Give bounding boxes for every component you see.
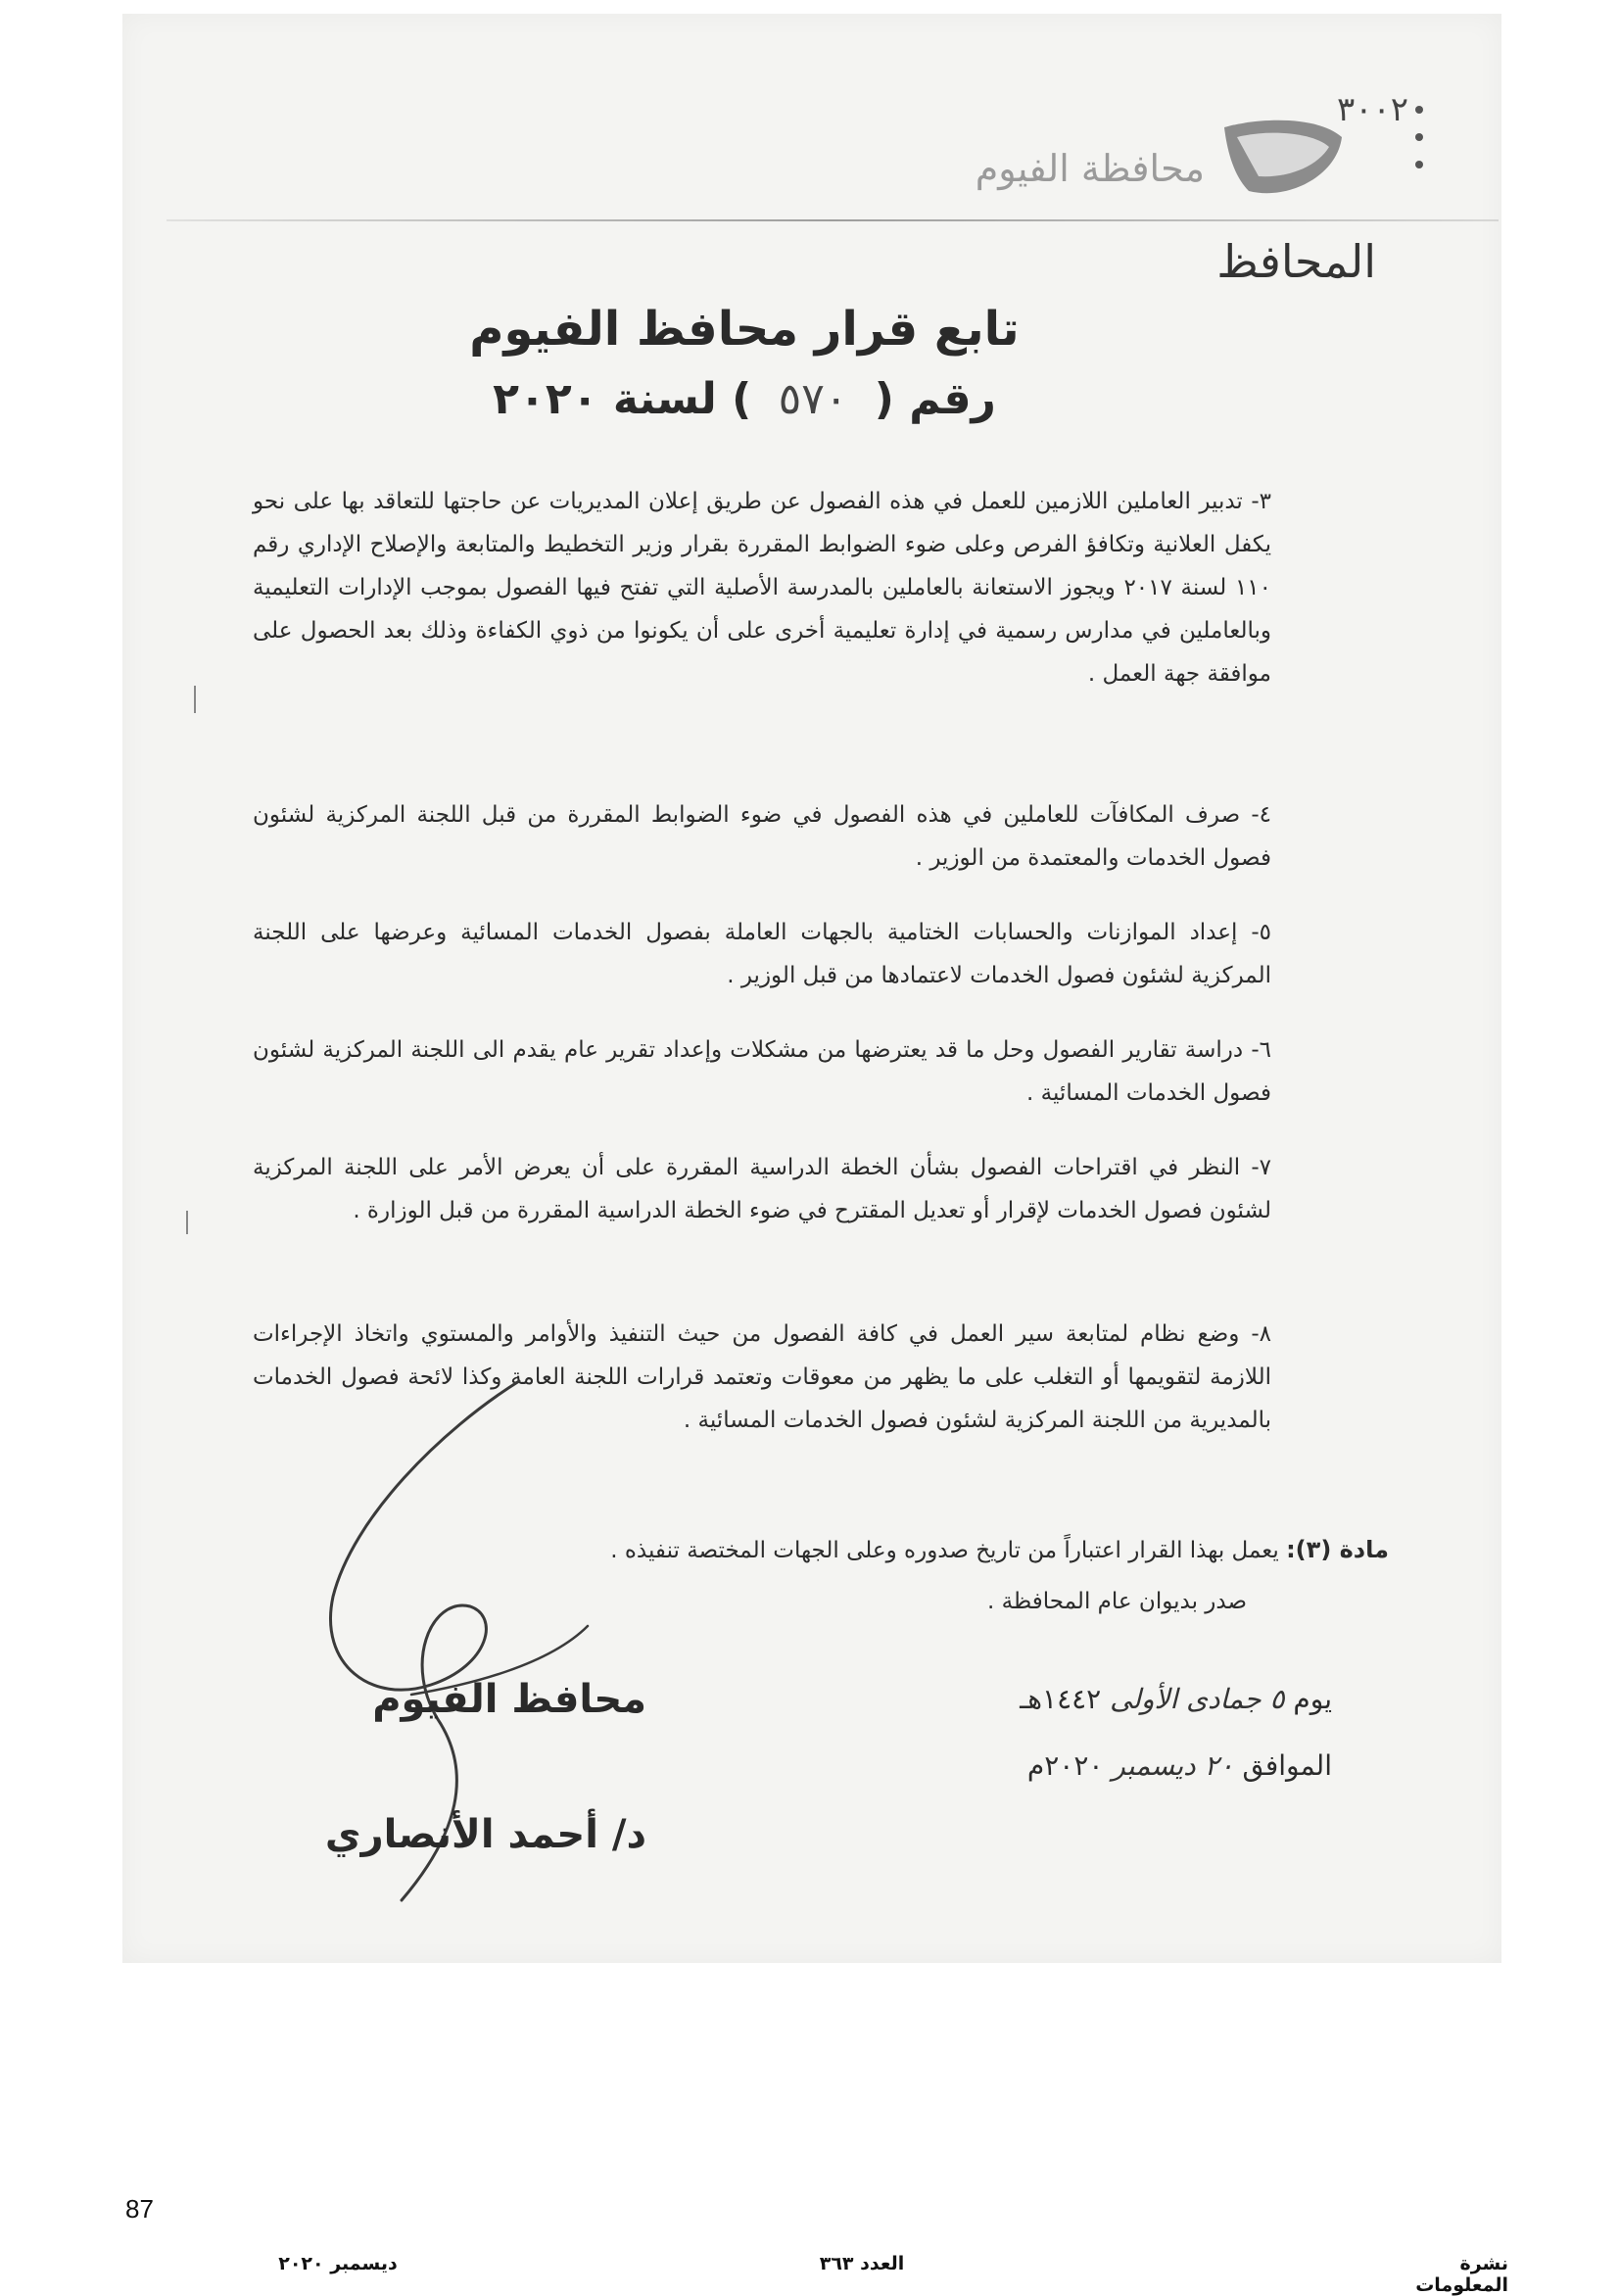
gregorian-date-handwritten: ٢٠ ديسمبر [1112,1749,1234,1782]
clause-5: ٥- إعداد الموازنات والحسابات الختامية بالجهات العاملة بفصول الخدمات المسائية وعرضها على اللجنة المركزية لشئون فصول الخدمات لاعتمادها من قبل الوزير . [253,920,1271,988]
clause-6: ٦- دراسة تقارير الفصول وحل ما قد يعترضها من مشكلات وإعداد تقرير عام يقدم الى اللجنة المركزية لشئون فصول الخدمات المسائية . [253,1037,1271,1106]
clause-7: ٧- النظر في اقتراحات الفصول بشأن الخطة الدراسية المقررة على أن يعرض الأمر على اللجنة المركزية لشئون فصول الخدمات لإقرار أو تعديل المقترح في ضوء الخطة الدراسية المقررة من قبل الوزارة . [253,1155,1271,1223]
decree-title: تابع قرار محافظ الفيوم [469,302,1020,357]
page-number: 87 [125,2194,154,2224]
margin-mark [186,1211,188,1234]
margin-dots [1410,98,1428,176]
signature-name: د/ أحمد الأنصاري [324,1812,646,1857]
footer-publication: نشرة المعلومات [1415,2253,1508,2296]
footer-date: ديسمبر ٢٠٢٠ [278,2253,398,2274]
clause-3: ٣- تدبير العاملين اللازمين للعمل في هذه الفصول عن طريق إعلان المديريات عن حاجتها للتعاقد بها على نحو يكفل العلانية وتكافؤ الفرص وعلى ضوء الضوابط المقررة بقرار وزير التخطيط والمتابعة والإصلاح الإداري رقم ١١٠ لسنة ٢٠١٧ ويجوز الاستعانة بالعاملين بالمدرسة الأصلية التي تفتح فيها الفصول بموجب الإدارات التعليمية وبالعاملين في مدارس رسمية في إدارة تعليمية أخرى على أن يكونوا من ذوي الكفاءة وذلك بعد الحصول على موافقة جهة العمل . [253,489,1271,687]
decree-number-prefix: رقم ( [874,374,996,424]
letterhead-divider [167,219,1499,221]
decree-number-handwritten: ٥٧٠ [778,374,848,424]
corner-handwriting: ٣٠٠٢ [1337,90,1409,129]
hijri-date-year: ١٤٤٢هـ [1020,1683,1102,1715]
issued-statement: صدر بديوان عام المحافظة . [986,1589,1247,1614]
decree-number [470,374,1019,424]
clause-4: ٤- صرف المكافآت للعاملين في هذه الفصول في ضوء الضوابط المقررة من قبل اللجنة المركزية لشئون فصول الخدمات والمعتمدة من الوزير . [253,802,1271,871]
governorate-name: محافظة الفيوم [975,147,1205,190]
signature-title: محافظ الفيوم [372,1677,646,1722]
clause-8: ٨- وضع نظام لمتابعة سير العمل في كافة الفصول من حيث التنفيذ والأوامر والمستوي واتخاذ الإجراءات اللازمة لتقويمها أو التغلب على ما يظهر من معوقات وتعتمد قرارات اللجنة العامة وكذا لائحة فصول الخدمات بالمديرية من اللجنة المركزية لشئون فصول الخدمات المسائية . [253,1321,1271,1433]
margin-mark [194,686,196,713]
decree-number-suffix: ) لسنة ٢٠٢٠ [493,374,752,424]
hijri-date-handwritten: ٥ جمادى الأولى [1110,1683,1285,1715]
gregorian-date-prefix: الموافق [1242,1749,1332,1782]
gregorian-date [911,1749,1332,1782]
governorate-logo [1219,108,1347,206]
gregorian-date-year: ٢٠٢٠م [1026,1749,1104,1782]
office-label: المحافظ [1216,235,1376,288]
article-3-text: يعمل بهذا القرار اعتباراً من تاريخ صدوره وعلى الجهات المختصة تنفيذه . [610,1538,1279,1563]
hijri-date [911,1683,1332,1715]
article-3-label: مادة (٣): [1286,1536,1389,1563]
hijri-date-prefix: يوم [1293,1683,1332,1715]
footer-issue: العدد ٣٦٣ [819,2253,905,2274]
